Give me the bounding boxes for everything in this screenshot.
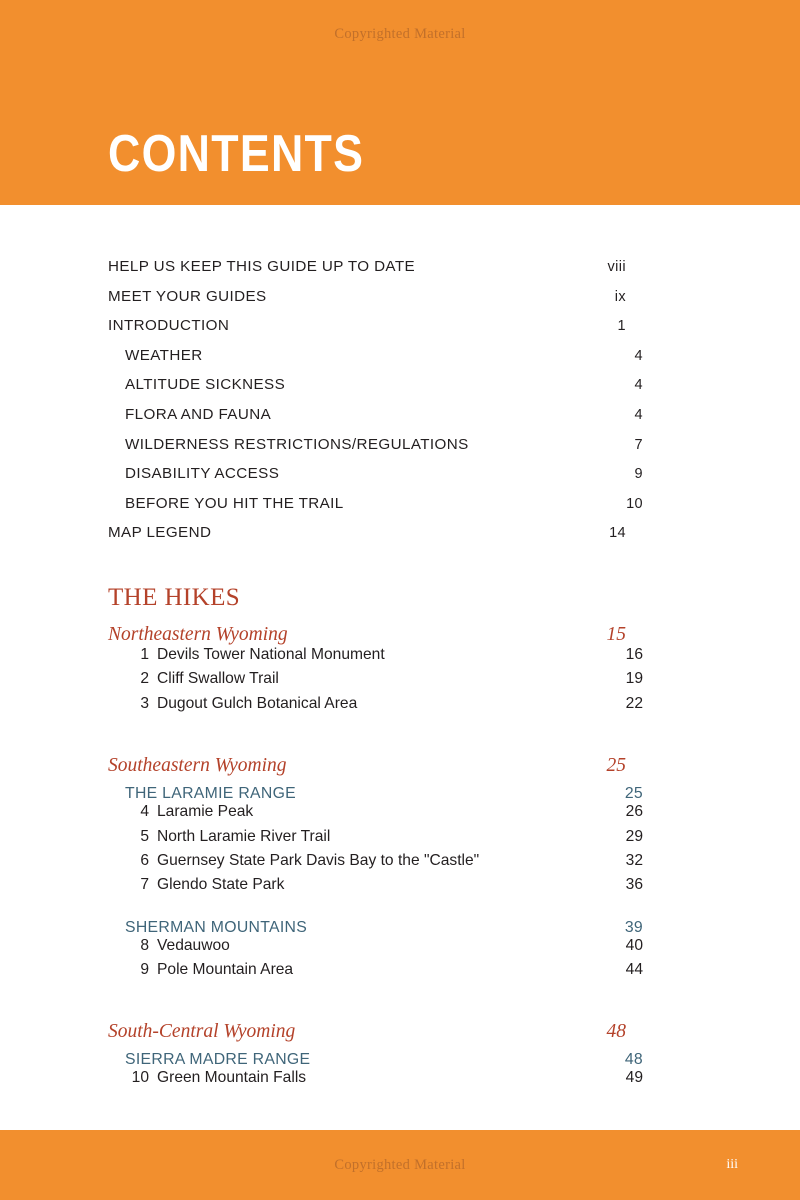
hike-title: Green Mountain Falls — [157, 1069, 307, 1087]
hike-title: Cliff Swallow Trail — [157, 670, 279, 688]
toc-entry-label — [125, 646, 385, 664]
toc-entry-page: 32 — [625, 851, 643, 869]
hike-title: Glendo State Park — [157, 876, 285, 894]
toc-entry-page: 16 — [625, 645, 643, 663]
toc-entry-label: HELP US KEEP THIS GUIDE UP TO DATE — [108, 258, 416, 275]
range-heading-label: SHERMAN MOUNTAINS — [125, 918, 308, 936]
hike-title: North Laramie River Trail — [157, 827, 331, 845]
hike-number: 2 — [140, 670, 149, 688]
hike-title: Dugout Gulch Botanical Area — [157, 694, 358, 712]
hike-number: 9 — [140, 961, 149, 979]
hike-title: Laramie Peak — [157, 803, 254, 821]
hike-number: 3 — [140, 694, 149, 712]
page-title: CONTENTS — [108, 125, 365, 183]
toc-entry-label: ALTITUDE SICKNESS — [125, 376, 286, 394]
toc-entry-page: 10 — [626, 495, 643, 512]
toc-entry-page: 19 — [625, 670, 643, 688]
toc-entry-page: 9 — [634, 466, 643, 483]
toc-entry-hike[interactable] — [108, 852, 643, 876]
toc-entry-page: ix — [614, 288, 626, 305]
range-heading-page: 39 — [624, 918, 643, 936]
toc-entry-label — [125, 670, 279, 688]
toc-entry-label — [125, 695, 357, 713]
hike-number: 4 — [140, 803, 149, 821]
hike-title: Vedauwoo — [157, 936, 230, 954]
region-heading-page: 15 — [606, 623, 626, 645]
toc-entry-frontmatter[interactable] — [108, 524, 626, 554]
hike-title: Devils Tower National Monument — [157, 645, 385, 663]
toc-entry-label — [125, 828, 330, 846]
toc-entry-hike[interactable] — [108, 1069, 643, 1093]
hike-title: Guernsey State Park Davis Bay to the "Castle" — [157, 851, 480, 869]
range-heading[interactable] — [108, 785, 643, 803]
toc-entry-label: INTRODUCTION — [108, 317, 230, 335]
section-spacer — [108, 719, 626, 743]
range-spacer — [108, 901, 626, 911]
toc-entry-label: MEET YOUR GUIDES — [108, 287, 267, 305]
section-spacer — [108, 985, 626, 1009]
region-heading[interactable] — [108, 1021, 626, 1043]
toc-entry-page: 4 — [634, 406, 643, 423]
region-heading-label: Southeastern Wyoming — [108, 755, 287, 777]
toc-entry-label: DISABILITY ACCESS — [125, 465, 280, 483]
toc-entry-label: WEATHER — [125, 346, 203, 364]
toc-entry-label: MAP LEGEND — [108, 524, 212, 542]
region-heading[interactable] — [108, 755, 626, 777]
toc-entry-label — [125, 852, 479, 870]
region-heading-page: 25 — [606, 755, 626, 777]
table-of-contents — [108, 258, 643, 1094]
copyright-watermark-top: Copyrighted Material — [334, 26, 466, 42]
hike-number: 7 — [140, 876, 149, 894]
hike-title: Pole Mountain Area — [157, 961, 294, 979]
toc-entry-label — [125, 961, 293, 979]
toc-entry-page: 1 — [617, 318, 626, 335]
toc-entry-label — [125, 937, 230, 955]
toc-entry-frontmatter[interactable] — [108, 406, 643, 436]
toc-entry-page: 22 — [625, 694, 643, 712]
region-heading-label: South-Central Wyoming — [108, 1021, 296, 1043]
toc-entry-frontmatter[interactable] — [108, 347, 643, 377]
toc-entry-page: 29 — [625, 827, 643, 845]
region-heading-label: Northeastern Wyoming — [108, 623, 288, 645]
range-heading-label: SIERRA MADRE RANGE — [125, 1051, 311, 1069]
range-heading[interactable] — [108, 1051, 643, 1069]
toc-entry-frontmatter[interactable] — [108, 288, 626, 318]
toc-entry-hike[interactable] — [108, 695, 643, 719]
toc-entry-hike[interactable] — [108, 803, 643, 827]
toc-entry-page: viii — [607, 259, 626, 275]
region-heading-page: 48 — [606, 1021, 626, 1043]
toc-entry-label — [125, 876, 284, 894]
toc-entry-frontmatter[interactable] — [108, 436, 643, 466]
toc-entry-frontmatter[interactable] — [108, 317, 626, 347]
hike-number: 10 — [131, 1069, 149, 1087]
section-heading-the-hikes: THE HIKES — [108, 583, 241, 611]
toc-entry-label: WILDERNESS RESTRICTIONS/REGULATIONS — [125, 435, 469, 453]
toc-entry-page: 7 — [634, 436, 643, 453]
toc-entry-page: 49 — [625, 1069, 643, 1087]
range-heading-page: 48 — [624, 1051, 643, 1069]
range-heading-label: THE LARAMIE RANGE — [125, 785, 296, 803]
toc-entry-hike[interactable] — [108, 670, 643, 694]
toc-entry-label — [125, 803, 253, 821]
toc-entry-page: 40 — [625, 936, 643, 954]
toc-entry-hike[interactable] — [108, 937, 643, 961]
toc-entry-page: 4 — [634, 377, 643, 394]
toc-entry-label: FLORA AND FAUNA — [125, 405, 272, 423]
range-heading-page: 25 — [624, 785, 643, 803]
toc-entry-hike[interactable] — [108, 646, 643, 670]
toc-entry-page: 4 — [634, 347, 643, 364]
range-heading[interactable] — [108, 919, 643, 937]
toc-entry-page: 14 — [609, 525, 626, 542]
page-folio: iii — [726, 1157, 738, 1172]
toc-entry-frontmatter[interactable] — [108, 495, 643, 525]
toc-entry-label — [125, 1069, 306, 1087]
toc-entry-hike[interactable] — [108, 876, 643, 900]
toc-entry-frontmatter[interactable] — [108, 258, 626, 288]
toc-entry-page: 36 — [625, 876, 643, 894]
toc-entry-frontmatter[interactable] — [108, 465, 643, 495]
toc-entry-hike[interactable] — [108, 961, 643, 985]
hike-number: 5 — [140, 827, 149, 845]
toc-entry-hike[interactable] — [108, 828, 643, 852]
copyright-watermark-bottom: Copyrighted Material — [334, 1157, 466, 1173]
hike-number: 1 — [140, 645, 149, 663]
toc-entry-frontmatter[interactable] — [108, 376, 643, 406]
toc-entry-label: BEFORE YOU HIT THE TRAIL — [125, 494, 344, 512]
region-heading[interactable] — [108, 624, 626, 646]
hike-number: 8 — [140, 936, 149, 954]
toc-entry-page: 26 — [625, 803, 643, 821]
toc-entry-page: 44 — [625, 961, 643, 979]
hike-number: 6 — [140, 851, 149, 869]
